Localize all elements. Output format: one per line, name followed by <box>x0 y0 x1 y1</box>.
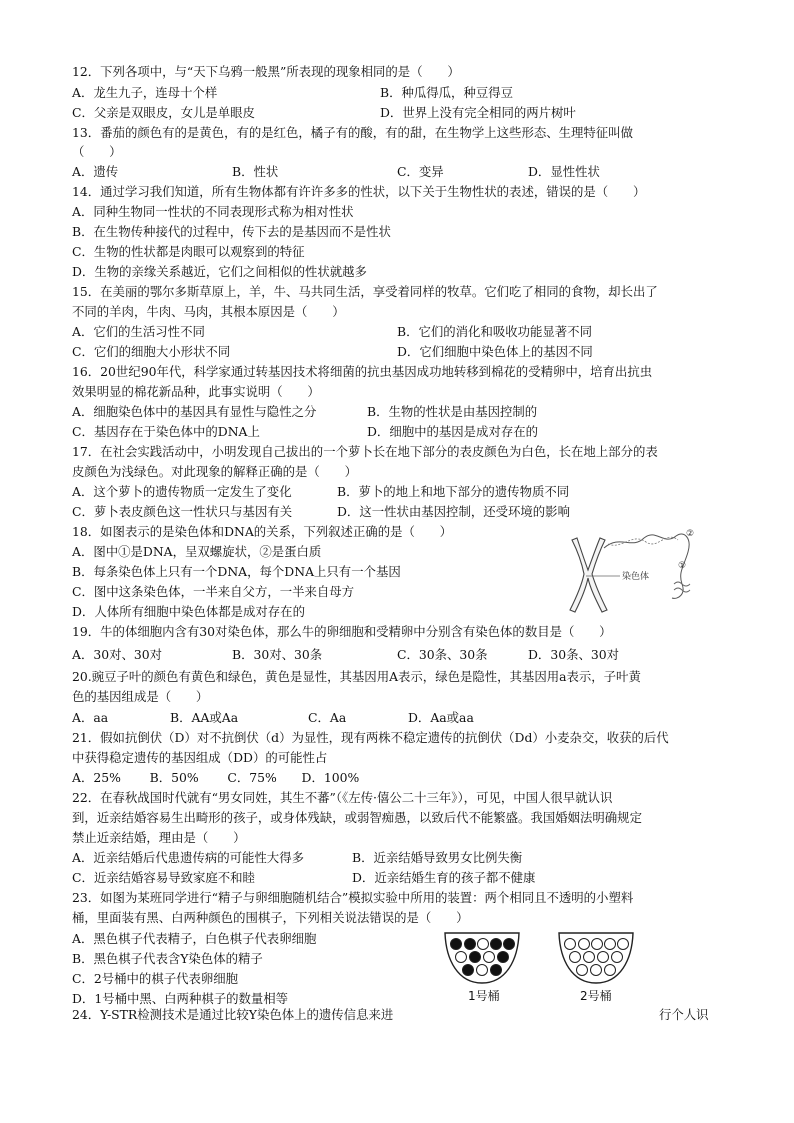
q15-stem-line2: 不同的羊肉，牛肉、马肉，其根本原因是（ ） <box>72 304 345 319</box>
q16-option-a: A．细胞染色体中的基因具有显性与隐性之分 <box>72 404 317 419</box>
q22-option-a: A．近亲结婚后代患遗传病的可能性大得多 <box>72 850 304 865</box>
q13-option-c: C．变异 <box>397 164 444 179</box>
q19-stem: 19．牛的体细胞内含有30对染色体，那么牛的卵细胞和受精卵中分别含有染色体的数目是（ ） <box>72 624 612 639</box>
q20-option-c: C．Aa <box>308 710 347 725</box>
bucket-1-label: 1号桶 <box>468 989 500 1003</box>
q22-stem-line1: 22．在春秋战国时代就有“男女同姓，其生不蕃”（《左传·僖公二十三年》），可见，中国人很早就认识 <box>72 790 613 805</box>
q19-option-d: D．30条、30对 <box>528 647 620 662</box>
q20-option-d: D．Aa或aa <box>408 710 474 725</box>
q18-option-c: C．图中这条染色体，一半来自父方，一半来自母方 <box>72 584 355 599</box>
q17-option-d: D．这一性状由基因控制，还受环境的影响 <box>337 504 570 519</box>
q14-option-d: D．生物的亲缘关系越近，它们之间相似的性状就越多 <box>72 264 367 279</box>
piece-white <box>456 952 467 963</box>
piece-white <box>570 952 581 963</box>
q15-option-b: B．它们的消化和吸收功能显著不同 <box>397 324 592 339</box>
q13-option-b: B．性状 <box>232 164 279 179</box>
q18-option-a: A．图中①是DNA，呈双螺旋状，②是蛋白质 <box>72 544 322 559</box>
q24-stem-right: 行个人识 <box>659 1007 709 1022</box>
piece-white <box>612 952 623 963</box>
chromosome-dna-figure <box>560 528 710 620</box>
q15-option-d: D．它们细胞中染色体上的基因不同 <box>397 344 593 359</box>
q23-stem-line2: 桶，里面装有黑、白两种颜色的围棋子，下列相关说法错误的是（ ） <box>72 910 469 925</box>
q23-option-a: A．黑色棋子代表精子，白色棋子代表卵细胞 <box>72 931 317 946</box>
q22-stem-line3: 禁止近亲结婚，理由是（ ） <box>72 830 246 845</box>
piece-white <box>605 965 616 976</box>
q22-option-b: B．近亲结婚导致男女比例失衡 <box>352 850 523 865</box>
piece-black <box>463 965 474 976</box>
q21-stem-line2: 中获得稳定遗传的基因组成（DD）的可能性占 <box>72 750 328 765</box>
q23-option-c: C．2号桶中的棋子代表卵细胞 <box>72 971 239 986</box>
piece-black <box>465 939 476 950</box>
q14-option-b: B．在生物传种接代的过程中，传下去的是基因而不是性状 <box>72 224 391 239</box>
q17-stem-line1: 17．在社会实践活动中，小明发现自己拔出的一个萝卜长在地下部分的表皮颜色为白色，长在地上部分的表 <box>72 444 658 459</box>
q13-stem-line2: （ ） <box>72 144 122 159</box>
protein-coil <box>674 582 690 592</box>
piece-white <box>584 952 595 963</box>
q19-option-c: C．30条、30条 <box>397 647 488 662</box>
q20-stem-line1: 20.豌豆子叶的颜色有黄色和绿色，黄色是显性，其基因用A表示，绿色是隐性，其基因用a表示，子叶黄 <box>72 669 641 684</box>
q22-option-d: D．近亲结婚生育的孩子都不健康 <box>352 870 536 885</box>
q15-option-a: A．它们的生活习性不同 <box>72 324 205 339</box>
piece-white <box>477 965 488 976</box>
q16-option-c: C．基因存在于染色体中的DNA上 <box>72 424 260 439</box>
q12-option-c: C．父亲是双眼皮，女儿是单眼皮 <box>72 105 255 120</box>
q24-stem-left: 24．Y-STR检测技术是通过比较Y染色体上的遗传信息来进 <box>72 1007 394 1022</box>
q20-stem-line2: 色的基因组成是（ ） <box>72 689 209 704</box>
q20-option-b: B．AA或Aa <box>170 710 239 725</box>
q19-option-b: B．30对、30条 <box>232 647 323 662</box>
piece-white <box>591 965 602 976</box>
piece-white <box>478 939 489 950</box>
q14-option-c: C．生物的性状都是肉眼可以观察到的特征 <box>72 244 305 259</box>
piece-white <box>579 939 590 950</box>
q12-option-d: D．世界上没有完全相同的两片树叶 <box>380 105 576 120</box>
piece-black <box>491 965 502 976</box>
q15-stem-line1: 15．在美丽的鄂尔多斯草原上，羊，牛、马共同生活，享受着同样的牧草。它们吃了相同的食物，却长出了 <box>72 284 658 299</box>
bucket-2-label: 2号桶 <box>580 989 612 1003</box>
q17-option-c: C．萝卜表皮颜色这一性状只与基因有关 <box>72 504 293 519</box>
q22-stem-line2: 到，近亲结婚容易生出畸形的孩子，或身体残缺，或弱智痴愚，以致后代不能繁盛。我国婚姻法明确规定 <box>72 810 642 825</box>
piece-white <box>577 965 588 976</box>
piece-white <box>565 939 576 950</box>
q18-option-d: D．人体所有细胞中染色体都是成对存在的 <box>72 604 305 619</box>
q19-option-a: A．30对、30对 <box>72 647 163 662</box>
q23-option-b: B．黑色棋子代表含Y染色体的精子 <box>72 951 263 966</box>
q23-stem-line1: 23．如图为某班同学进行“精子与卵细胞随机结合”模拟实验中所用的装置：两个相同且不透明的小塑料 <box>72 890 634 905</box>
figure-mark-2: ② <box>686 529 695 539</box>
q21-stem-line1: 21．假如抗倒伏（D）对不抗倒伏（d）为显性，现有两株不稳定遗传的抗倒伏（Dd）小麦杂交，收获的后代 <box>72 730 669 745</box>
q12-stem: 12．下列各项中，与“天下乌鸦一般黑”所表现的现象相同的是（ ） <box>72 64 460 79</box>
piece-white <box>484 952 495 963</box>
piece-black <box>504 939 515 950</box>
q14-option-a: A．同种生物同一性状的不同表现形式称为相对性状 <box>72 204 354 219</box>
q14-stem: 14．通过学习我们知道，所有生物体都有许许多多的性状，以下关于生物性状的表述，错误的是（ ） <box>72 184 646 199</box>
bucket-2-figure <box>556 930 636 986</box>
piece-white <box>592 939 603 950</box>
q17-option-a: A．这个萝卜的遗传物质一定发生了变化 <box>72 484 292 499</box>
q16-option-b: B．生物的性状是由基因控制的 <box>367 404 538 419</box>
piece-white <box>605 939 616 950</box>
piece-black <box>470 952 481 963</box>
q13-stem-line1: 13．番茄的颜色有的是黄色，有的是红色，橘子有的酸，有的甜，在生物学上这些形态、生理特征叫做 <box>72 125 633 140</box>
q12-option-a: A．龙生九子，连母十个样 <box>72 85 218 100</box>
q20-option-a: A．aa <box>72 710 109 725</box>
q22-option-c: C．近亲结婚容易导致家庭不和睦 <box>72 870 255 885</box>
figure-mark-1: ① <box>678 561 687 571</box>
q12-option-b: B．种瓜得瓜，种豆得豆 <box>380 85 514 100</box>
q18-stem: 18．如图表示的是染色体和DNA的关系，下列叙述正确的是（ ） <box>72 524 453 539</box>
piece-white <box>618 939 629 950</box>
bucket-1-figure <box>442 930 522 986</box>
q23-option-d: D．1号桶中黑、白两种棋子的数量相等 <box>72 991 289 1006</box>
piece-black <box>491 939 502 950</box>
piece-black <box>498 952 509 963</box>
q17-stem-line2: 皮颜色为浅绿色。对此现象的解释正确的是（ ） <box>72 464 357 479</box>
piece-black <box>451 939 462 950</box>
q13-option-a: A．遗传 <box>72 164 119 179</box>
q21-options: A．25% B．50% C．75% D．100% <box>72 770 360 785</box>
q18-option-b: B．每条染色体上只有一个DNA，每个DNA上只有一个基因 <box>72 564 401 579</box>
piece-white <box>598 952 609 963</box>
q16-option-d: D．细胞中的基因是成对存在的 <box>367 424 539 439</box>
q17-option-b: B．萝卜的地上和地下部分的遗传物质不同 <box>337 484 570 499</box>
q13-option-d: D．显性性状 <box>528 164 600 179</box>
chromosome-label: 染色体 <box>622 572 650 582</box>
q16-stem-line2: 效果明显的棉花新品种，此事实说明（ ） <box>72 384 320 399</box>
q16-stem-line1: 16．20世纪90年代，科学家通过转基因技术将细菌的抗虫基因成功地转移到棉花的受精卵中，培育出抗虫 <box>72 364 653 379</box>
chromosome-shape <box>570 538 607 612</box>
q15-option-c: C．它们的细胞大小形状不同 <box>72 344 231 359</box>
